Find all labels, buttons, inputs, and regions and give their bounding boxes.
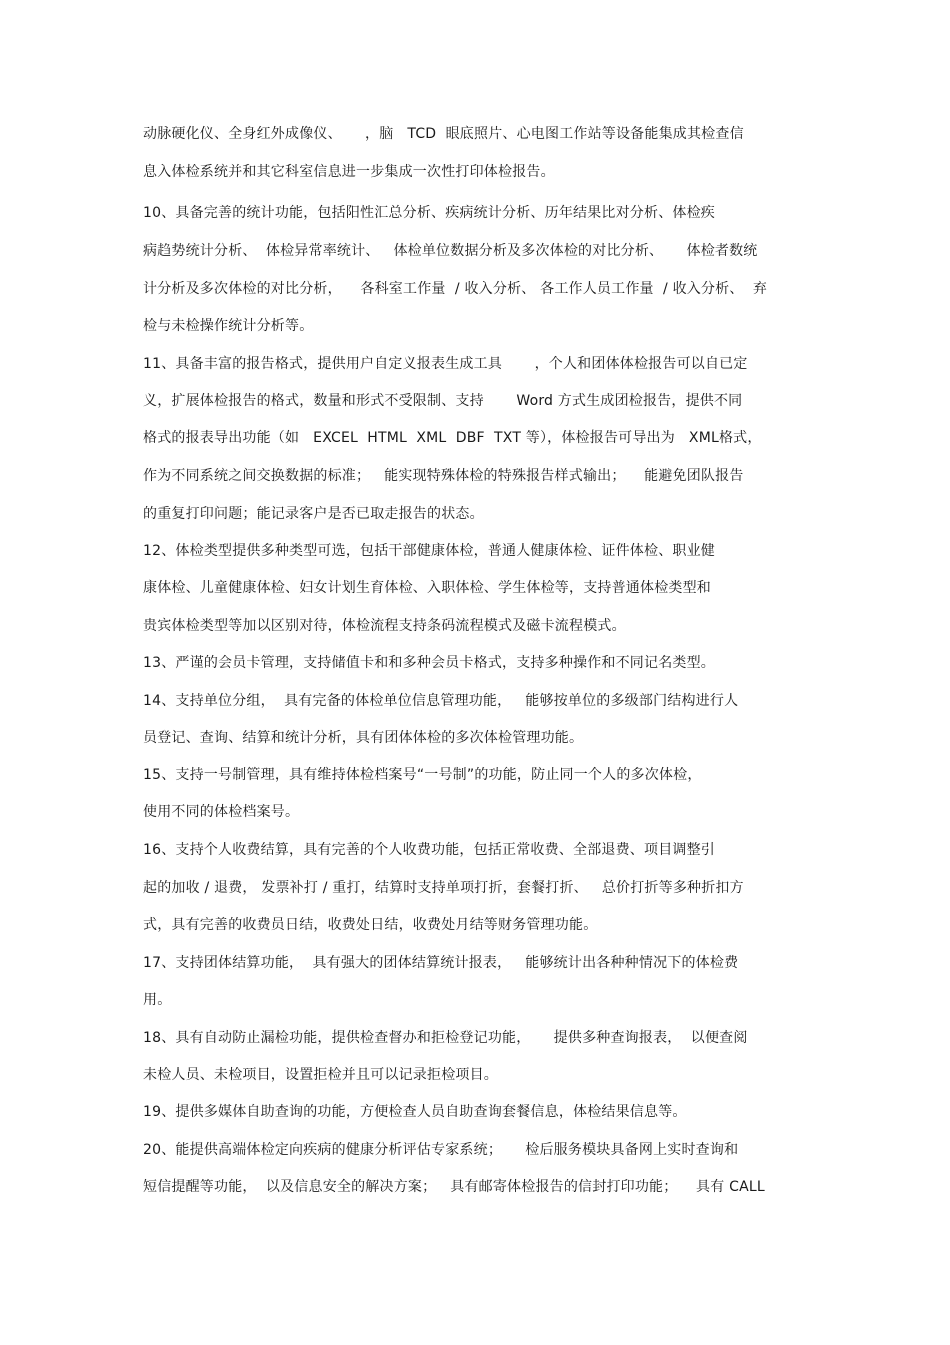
text-line: 10、具备完善的统计功能，包括阳性汇总分析、疾病统计分析、历年结果比对分析、体检疾 — [143, 205, 716, 221]
text-line: 息入体检系统并和其它科室信息进一步集成一次性打印体检报告。 — [143, 164, 555, 180]
text-line: 用。 — [143, 992, 172, 1008]
text-line: 式，具有完善的收费员日结，收费处日结，收费处月结等财务管理功能。 — [143, 917, 598, 933]
text-line: 计分析及多次体检的对比分析， 各科室工作量 / 收入分析、 各工作人员工作量 / 收入分析、 弃 — [143, 281, 768, 297]
text-line: 19、提供多媒体自助查询的功能，方便检查人员自助查询套餐信息，体检结果信息等。 — [143, 1104, 687, 1120]
text-line: 18、具有自动防止漏检功能，提供检查督办和拒检登记功能， 提供多种查询报表， 以便查阅 — [143, 1030, 748, 1046]
text-line: 起的加收 / 退费， 发票补打 / 重打，结算时支持单项打折，套餐打折、 总价打折等多种折扣方 — [143, 880, 744, 896]
text-line: 短信提醒等功能， 以及信息安全的解决方案； 具有邮寄体检报告的信封打印功能； 具有 CALL — [143, 1179, 765, 1195]
text-line: 员登记、查询、结算和统计分析，具有团体体检的多次体检管理功能。 — [143, 730, 584, 746]
text-line: 16、支持个人收费结算，具有完善的个人收费功能，包括正常收费、全部退费、项目调整引 — [143, 842, 716, 858]
text-line: 格式的报表导出功能（如 EXCEL HTML XML DBF TXT 等），体检报告可导出为 XML格式， — [143, 430, 762, 446]
text-line: 义，扩展体检报告的格式，数量和形式不受限制、支持 Word 方式生成团检报告，提供不同 — [143, 393, 743, 409]
text-line: 12、体检类型提供多种类型可选，包括干部健康体检，普通人健康体检、证件体检、职业健 — [143, 543, 716, 559]
text-line: 病趋势统计分析、 体检异常率统计、 体检单位数据分析及多次体检的对比分析、 体检者数统 — [143, 243, 758, 259]
text-line: 作为不同系统之间交换数据的标准； 能实现特殊体检的特殊报告样式输出； 能避免团队报告 — [143, 468, 744, 484]
text-line: 未检人员、未检项目，设置拒检并且可以记录拒检项目。 — [143, 1067, 498, 1083]
text-line: 贵宾体检类型等加以区别对待，体检流程支持条码流程模式及磁卡流程模式。 — [143, 618, 626, 634]
text-line: 动脉硬化仪、全身红外成像仪、 ，脑 TCD 眼底照片、心电图工作站等设备能集成其检查信 — [143, 126, 744, 142]
text-line: 14、支持单位分组， 具有完备的体检单位信息管理功能， 能够按单位的多级部门结构进行人 — [143, 693, 739, 709]
text-line: 17、支持团体结算功能， 具有强大的团体结算统计报表， 能够统计出各种种情况下的体检费 — [143, 955, 739, 971]
text-line: 使用不同的体检档案号。 — [143, 804, 300, 820]
text-line: 20、能提供高端体检定向疾病的健康分析评估专家系统； 检后服务模块具备网上实时查询和 — [143, 1142, 739, 1158]
text-line: 11、具备丰富的报告格式，提供用户自定义报表生成工具 ，个人和团体体检报告可以自已定 — [143, 356, 748, 372]
text-line: 检与未检操作统计分析等。 — [143, 318, 314, 334]
text-line: 15、支持一号制管理，具有维持体检档案号“一号制”的功能，防止同一个人的多次体检， — [143, 767, 702, 783]
text-line: 13、严谨的会员卡管理，支持储值卡和和多种会员卡格式，支持多种操作和不同记名类型。 — [143, 655, 716, 671]
text-line: 的重复打印问题；能记录客户是否已取走报告的状态。 — [143, 506, 484, 522]
text-line: 康体检、儿童健康体检、妇女计划生育体检、入职体检、学生体检等，支持普通体检类型和 — [143, 580, 711, 596]
